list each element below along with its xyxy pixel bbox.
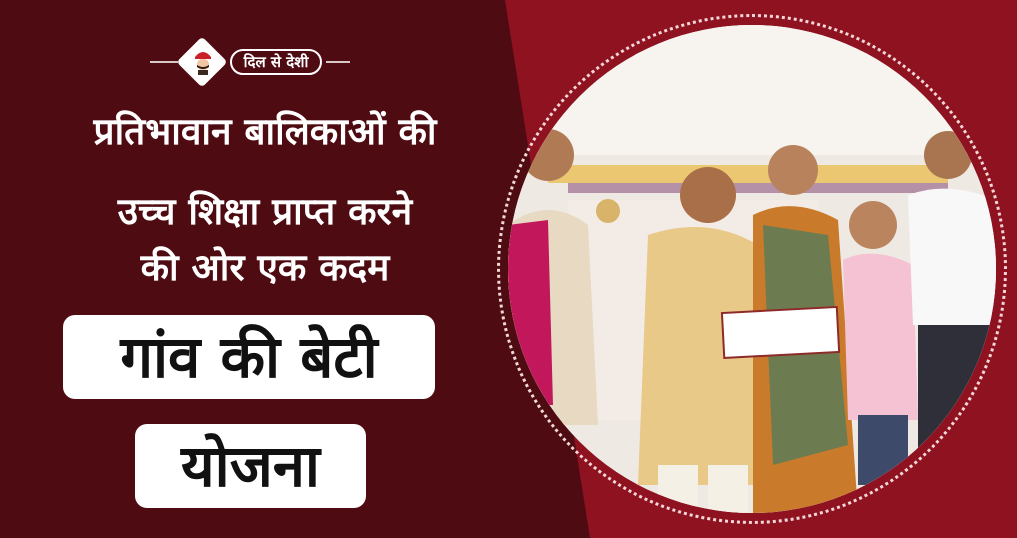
turban-face-icon bbox=[194, 48, 212, 76]
headline-line-2: उच्च शिक्षा प्राप्त करने bbox=[117, 190, 413, 233]
logo-divider-left bbox=[150, 61, 178, 63]
brand-logo[interactable] bbox=[150, 44, 350, 80]
event-photo-illustration bbox=[508, 25, 996, 513]
logo-divider-right bbox=[326, 61, 350, 63]
scheme-title-line-2: योजना bbox=[135, 424, 366, 508]
scheme-title-line-1: गांव की बेटी bbox=[63, 315, 435, 399]
headline-line-3: की ओर एक कदम bbox=[140, 246, 390, 289]
event-photo bbox=[508, 25, 996, 513]
logo-text: दिल से देशी bbox=[230, 49, 322, 75]
headline-line-1: प्रतिभावान बालिकाओं की bbox=[93, 110, 437, 153]
